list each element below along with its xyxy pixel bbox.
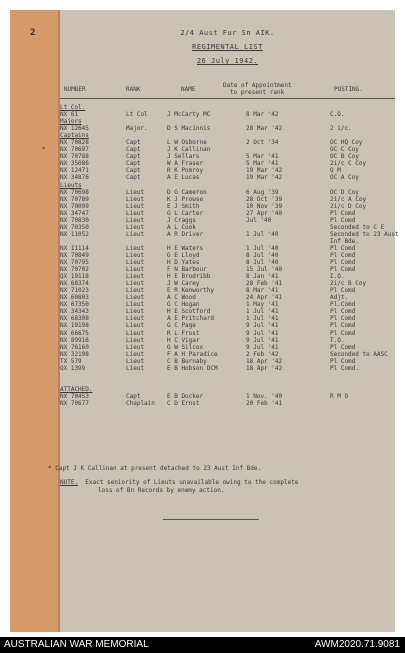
table-row: [60, 252, 395, 259]
cell-number: NX 71023: [60, 287, 89, 295]
table-row: [60, 203, 395, 210]
cell-date: 18 Apr '42: [246, 364, 283, 372]
cell-date: 8 Jul '40: [246, 259, 279, 267]
cell-number: NX 70350: [60, 223, 89, 231]
cell-date: 8 Jan '41: [246, 273, 279, 281]
cell-number: NX 12471: [60, 167, 89, 175]
cell-rank: Capt: [126, 139, 141, 147]
cell-number: NX 67350: [60, 301, 89, 309]
cell-rank: Major.: [126, 125, 148, 133]
table-row: [60, 111, 395, 118]
cell-posting: R M O: [330, 392, 349, 400]
cell-rank: Lieut: [126, 287, 145, 295]
cell-number: NX 11114: [60, 244, 89, 252]
cell-posting: Pl Comd: [330, 357, 356, 365]
table-row: [60, 308, 395, 315]
cell-name: C D Ernst: [167, 399, 200, 407]
cell-number: NX 70702: [60, 266, 89, 274]
cell-name: E B Docker: [167, 392, 204, 400]
cell-rank: Capt: [126, 146, 141, 154]
cell-posting: Seconded to AASC: [330, 350, 388, 358]
section-label: Majors: [60, 118, 82, 126]
cell-date: 19 Mar '42: [246, 167, 283, 175]
cell-rank: Lieut: [126, 322, 145, 330]
cell-rank: Capt: [126, 160, 141, 168]
document-header: [60, 26, 395, 68]
cell-rank: Lieut: [126, 223, 145, 231]
cell-number: NX 70677: [60, 399, 89, 407]
cell-name: G E Lloyd: [167, 251, 200, 259]
cell-posting: 2i/c B Coy: [330, 280, 367, 288]
table-row: [42, 146, 395, 154]
cell-number: NX 70099: [60, 202, 89, 210]
cell-date: 1 May '41: [246, 301, 279, 309]
cell-date: 9 Jul '41: [246, 336, 279, 344]
section-heading: [60, 132, 395, 139]
cell-number: NX 70795: [60, 259, 89, 267]
table-row: [60, 266, 395, 273]
cell-rank: Lieut: [126, 216, 145, 224]
cell-name: G C Page: [167, 322, 196, 330]
cell-date: 20 Feb '41: [246, 399, 283, 407]
cell-date: 1 Jul '40: [246, 230, 279, 238]
table-row: [60, 210, 395, 217]
cell-date: 2 Feb '42: [246, 350, 279, 358]
table-row: [60, 322, 395, 329]
cell-rank: Lieut: [126, 266, 145, 274]
cell-rank: Lieut: [126, 301, 145, 309]
cell-date: 19 Mar '42: [246, 174, 283, 182]
cell-number: NX 68308: [60, 315, 89, 323]
note-label: NOTE.: [60, 479, 79, 486]
unit-name: 2/4 Aust Fur Sn AIK.: [180, 29, 275, 37]
cell-rank: Capt: [126, 167, 141, 175]
binding-stripe: [10, 10, 60, 632]
cell-posting: Seconded to 23 Aust: [330, 230, 399, 238]
cell-rank: Lieut: [126, 336, 145, 344]
table-row: [60, 217, 395, 224]
cell-rank: Lieut: [126, 202, 145, 210]
cell-rank: Lieut: [126, 315, 145, 323]
cell-posting: OC C Coy: [330, 146, 359, 154]
table-row: [60, 365, 395, 372]
cell-posting: Pl Comd: [330, 343, 356, 351]
cell-number: NX 70830: [60, 216, 89, 224]
document-title: REGIMENTAL LIST: [192, 43, 263, 51]
cell-rank: Capt: [126, 153, 141, 161]
section-label: Lt Col.: [60, 104, 86, 111]
cell-posting: OC B Coy: [330, 153, 359, 161]
table-row: [60, 294, 395, 301]
cell-number: NX 68374: [60, 280, 89, 288]
cell-date: 8 Mar '42: [246, 111, 279, 119]
cell-number: NX 34876: [60, 174, 89, 182]
cell-rank: Capt: [126, 174, 141, 182]
cell-name: J Sellars: [167, 153, 200, 161]
cell-date: 28 Mar '42: [246, 125, 283, 133]
section-heading: [60, 386, 395, 393]
cell-rank: Lieut: [126, 329, 145, 337]
section-label: Captains: [60, 132, 89, 140]
note-line-1: [48, 479, 393, 487]
cell-posting: 2 i/c.: [330, 125, 352, 133]
regimental-list: [42, 104, 399, 407]
table-row: [60, 196, 395, 203]
section-label: Lieuts: [60, 181, 82, 189]
cell-posting: OC D Coy: [330, 188, 359, 196]
cell-rank: Lieut: [126, 251, 145, 259]
cell-date: 28 Oct '39: [246, 195, 283, 203]
table-row: [60, 400, 395, 407]
cell-posting: Pl Comd: [330, 251, 356, 259]
table-row: [60, 224, 395, 231]
cell-posting: T.O.: [330, 336, 345, 344]
cell-posting: OC A Coy: [330, 174, 359, 182]
closing-rule: [163, 519, 259, 520]
cell-rank: Lieut: [126, 244, 145, 252]
cell-name: E J Smith: [167, 202, 200, 210]
cell-rank: Lieut: [126, 188, 145, 196]
cell-number: NX 70698: [60, 188, 89, 196]
cell-posting: Inf Bde.: [330, 237, 359, 245]
note-text-1: Exact seniority of Lieuts unavailable owing to the complete: [85, 479, 299, 486]
cell-name: E B Hobson DCM: [167, 364, 218, 372]
cell-number: NX 60803: [60, 294, 89, 302]
cell-date: 6 Aug '39: [246, 188, 279, 196]
table-row: [60, 287, 395, 294]
cell-posting: I.O.: [330, 273, 345, 281]
cell-posting: Pl Comd: [330, 308, 356, 316]
cell-rank: Lieut: [126, 195, 145, 203]
cell-rank: Lieut: [126, 364, 145, 372]
cell-rank: Lieut: [126, 280, 145, 288]
cell-name: W A Fraser: [167, 160, 204, 168]
table-row: [60, 174, 395, 181]
column-headers: [60, 80, 395, 100]
cell-posting: Pl Comd: [330, 329, 356, 337]
cell-name: H E Brodribb: [167, 273, 211, 281]
cell-number: QX 19118: [60, 273, 89, 281]
cell-posting: Pl Comd: [330, 259, 356, 267]
cell-name: L W Osborne: [167, 139, 207, 147]
cell-posting: Seconded to C E: [330, 223, 385, 231]
cell-rank: Lieut: [126, 343, 145, 351]
cell-rank: Chaplain: [126, 399, 155, 407]
cell-date: 10 Nov '39: [246, 202, 283, 210]
cell-rank: Lieut: [126, 209, 145, 217]
table-row: [60, 167, 395, 174]
cell-posting: Pl.Comd: [330, 301, 356, 309]
cell-number: NX 70849: [60, 251, 89, 259]
col-date-line2: to present rank: [230, 89, 285, 96]
table-row: [60, 301, 395, 308]
cell-date: 28 Feb '41: [246, 280, 283, 288]
cell-name: F N Barbour: [167, 266, 207, 274]
table-row: [60, 330, 395, 337]
section-heading: [60, 104, 395, 111]
cell-name: D S Macinnis: [167, 125, 211, 133]
table-row: [60, 351, 395, 358]
table-row: [60, 125, 395, 132]
cell-rank: Lieut: [126, 273, 145, 281]
cell-rank: Lieut: [126, 350, 145, 358]
cell-name: J McCarty MC: [167, 111, 211, 119]
cell-posting: Pl Comd: [330, 216, 356, 224]
section-label: ATTACHED.: [60, 385, 93, 393]
cell-date: 1 Jul '41: [246, 315, 279, 323]
cell-name: G L Carter: [167, 209, 204, 217]
table-row: [60, 280, 395, 287]
table-row: [60, 189, 395, 196]
col-name: NAME: [181, 86, 196, 93]
cell-name: E R Kenworthy: [167, 287, 214, 295]
cell-date: 1 Jul '41: [246, 308, 279, 316]
cell-number: NX 66675: [60, 329, 89, 337]
cell-number: NX 12645: [60, 125, 89, 133]
cell-rank: Lieut: [126, 357, 145, 365]
cell-posting: C.O.: [330, 111, 345, 119]
cell-number: QX 1399: [60, 364, 86, 372]
cell-date: 18 Apr '42: [246, 357, 283, 365]
cell-posting: 2i/c A Coy: [330, 195, 367, 203]
cell-posting: 2i/c D Coy: [330, 202, 367, 210]
cell-number: TX 579: [60, 357, 82, 365]
cell-rank: Capt: [126, 392, 141, 400]
cell-name: H D Yates: [167, 259, 200, 267]
cell-name: C B Burnaby: [167, 357, 207, 365]
table-row: [60, 358, 395, 365]
cell-date: 5 Mar '41: [246, 153, 279, 161]
cell-posting: Pl Comd: [330, 287, 356, 295]
page-mark: 2: [30, 28, 36, 38]
cell-posting: Pl Comd: [330, 209, 356, 217]
cell-posting: Pl Comd: [330, 322, 356, 330]
cell-date: 27 Apr '40: [246, 209, 283, 217]
cell-posting: Pl Comd: [330, 315, 356, 323]
cell-date: 1 Jul '40: [246, 244, 279, 252]
cell-name: K J Prowse: [167, 195, 204, 203]
table-row: [60, 337, 395, 344]
table-row: [60, 344, 395, 351]
cell-name: A C Wood: [167, 294, 196, 302]
cell-rank: Lieut: [126, 308, 145, 316]
cell-number: NX 35086: [60, 160, 89, 168]
cell-date: 2 Oct '34: [246, 139, 279, 147]
note-text-2: loss of Bn Records by enemy action.: [98, 487, 225, 494]
cell-name: R L Frost: [167, 329, 200, 337]
cell-posting: Pl Comd: [330, 266, 356, 274]
cell-name: G W Silcox: [167, 343, 204, 351]
cell-name: H C Vigar: [167, 336, 200, 344]
cell-number: NX 70453: [60, 392, 89, 400]
cell-posting: Adjt.: [330, 294, 349, 302]
table-row: [60, 393, 395, 400]
table-row: [60, 315, 395, 322]
cell-number: NX 61: [60, 111, 79, 119]
table-row: [60, 372, 395, 379]
cell-rank: Lieut: [126, 230, 145, 238]
cell-date: 5 Mar '41: [246, 160, 279, 168]
cell-number: NX 34747: [60, 209, 89, 217]
cell-name: F A H Paradice: [167, 350, 218, 358]
table-row: [60, 259, 395, 266]
archive-bar: [0, 637, 405, 653]
header-rule: [60, 98, 395, 99]
section-heading: [60, 182, 395, 189]
section-heading: [60, 118, 395, 125]
table-row: [60, 273, 395, 280]
col-date-line1: Date of Appointment: [223, 82, 292, 89]
cell-date: 24 Apr '41: [246, 294, 283, 302]
cell-name: J W Carey: [167, 280, 200, 288]
cell-date: 15 Jul '40: [246, 266, 283, 274]
cell-date: 8 Mar '41: [246, 287, 279, 295]
cell-date: 1 Nov. '40: [246, 392, 283, 400]
cell-rank: Lieut: [126, 259, 145, 267]
cell-date: 9 Jul '41: [246, 329, 279, 337]
document-date: 26 July 1942.: [196, 57, 259, 65]
table-row: [60, 153, 395, 160]
cell-posting: OC HQ Coy: [330, 139, 363, 147]
cell-name: A R Driver: [167, 230, 204, 238]
cell-date: 9 Jul '41: [246, 322, 279, 330]
table-row: [60, 379, 395, 386]
footnote-marker: *: [42, 146, 46, 154]
cell-posting: Pl Comd: [330, 244, 356, 252]
cell-number: NX 70697: [60, 146, 89, 154]
footnote: * Capt J K Callinan at present detached to 23 Aust Inf Bde.: [48, 465, 262, 472]
cell-posting: 2i/c C Coy: [330, 160, 367, 168]
cell-number: NX 70788: [60, 153, 89, 161]
cell-name: A L Cook: [167, 223, 196, 231]
table-row: [60, 230, 399, 238]
cell-date: Jul '40: [246, 216, 272, 224]
cell-number: NX 11052: [60, 230, 89, 238]
cell-posting: Pl Comd.: [330, 364, 359, 372]
cell-date: 9 Jul '41: [246, 343, 279, 351]
table-row: [60, 245, 395, 252]
cell-number: NX 70789: [60, 195, 89, 203]
cell-name: A E Pritchard: [167, 315, 214, 323]
cell-number: NX 89916: [60, 336, 89, 344]
table-row: [60, 160, 395, 167]
cell-name: J Craggs: [167, 216, 196, 224]
archive-name: AUSTRALIAN WAR MEMORIAL: [4, 639, 149, 650]
cell-name: H E Scotford: [167, 308, 211, 316]
cell-number: NX 19198: [60, 322, 89, 330]
cell-name: J K Callinan: [167, 146, 211, 154]
archive-ref: AWM2020.71.9081: [314, 639, 400, 650]
cell-name: R K Pomroy: [167, 167, 204, 175]
cell-name: D G Cameron: [167, 188, 207, 196]
cell-rank: Lt Col: [126, 111, 148, 119]
cell-number: NX 32198: [60, 350, 89, 358]
col-rank: RANK: [126, 86, 141, 93]
cell-name: A E Lucas: [167, 174, 200, 182]
col-posting: POSTING.: [334, 86, 363, 93]
col-number: NUMBER: [64, 86, 86, 93]
cell-posting: Q M: [330, 167, 341, 175]
cell-date: 8 Jul '40: [246, 251, 279, 259]
document-footer: [48, 465, 393, 495]
cell-name: H E Waters: [167, 244, 204, 252]
cell-number: NX 70828: [60, 139, 89, 147]
cell-number: NX 34343: [60, 308, 89, 316]
table-row: [60, 238, 395, 245]
table-row: [60, 139, 395, 146]
cell-name: G C Hogan: [167, 301, 200, 309]
cell-number: NX 76160: [60, 343, 89, 351]
cell-rank: Lieut: [126, 294, 145, 302]
